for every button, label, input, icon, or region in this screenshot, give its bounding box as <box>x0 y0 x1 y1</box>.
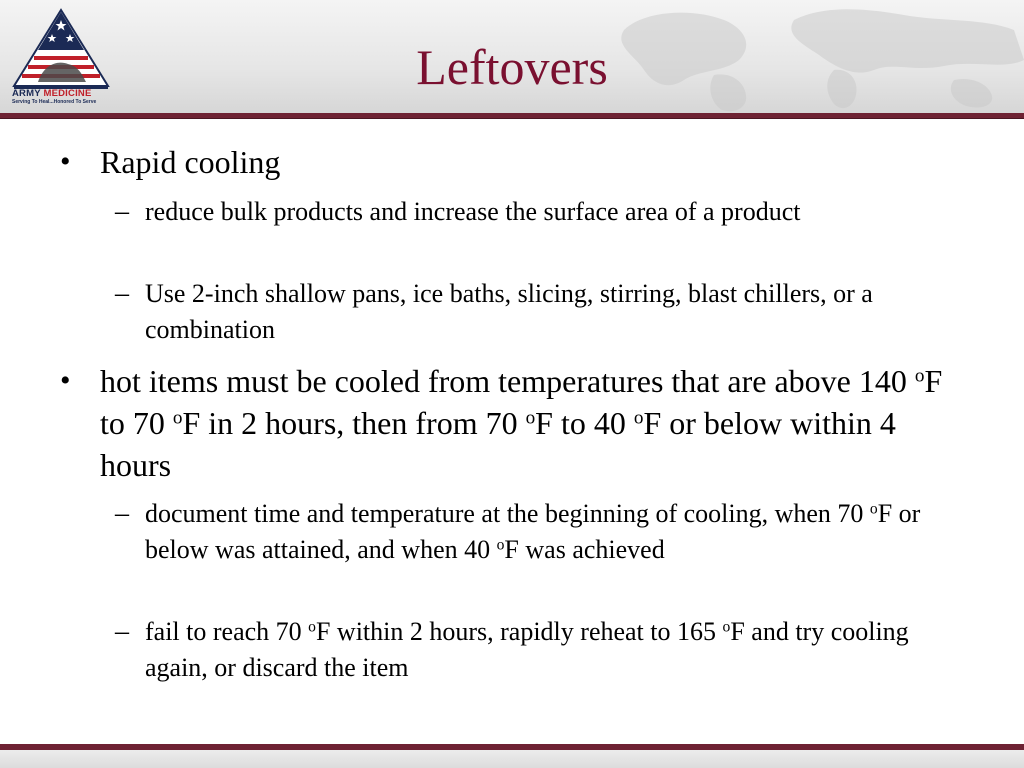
sub-bullet-text: Use 2-inch shallow pans, ice baths, slicing, stirring, blast chillers, or a combination <box>145 279 873 344</box>
bullet-text: hot items must be cooled from temperatures that are above 140 $^o$F to 70 $^o$F in 2 hours, then from 70 $^o$F to 40 $^o$F or below within 4 hours <box>100 363 943 483</box>
bullet-marker: • <box>60 364 71 397</box>
sub-bullet-text: document time and temperature at the beginning of cooling, when 70 $^o$F or below was attained, and when 40 $^o$F was achieved <box>145 499 921 564</box>
footer-band <box>0 750 1024 768</box>
logo-tagline: Serving To Heal...Honored To Serve <box>12 99 97 105</box>
bullet-marker: • <box>60 145 71 178</box>
slide-title: Leftovers <box>416 39 608 95</box>
sub-bullet-text: reduce bulk products and increase the surface area of a product <box>145 197 801 226</box>
sub-bullet-text: fail to reach 70 $^o$F within 2 hours, rapidly reheat to 165 $^o$F and try cooling again, or discard the item <box>145 617 909 682</box>
dash-marker: – <box>115 616 129 647</box>
bullet-text: Rapid cooling <box>100 144 281 180</box>
sub-bullet-reduce-bulk <box>115 194 975 230</box>
dash-marker: – <box>115 498 129 529</box>
dash-marker: – <box>115 278 129 309</box>
sub-bullet-fail-to-reach <box>115 614 975 686</box>
bullet-rapid-cooling <box>60 141 960 183</box>
sub-bullet-document-time <box>115 496 975 568</box>
sub-bullet-shallow-pans <box>115 276 975 348</box>
dash-marker: – <box>115 196 129 227</box>
logo-wordmark: ARMY MEDICINE <box>12 88 92 99</box>
bullet-hot-items <box>60 360 960 486</box>
